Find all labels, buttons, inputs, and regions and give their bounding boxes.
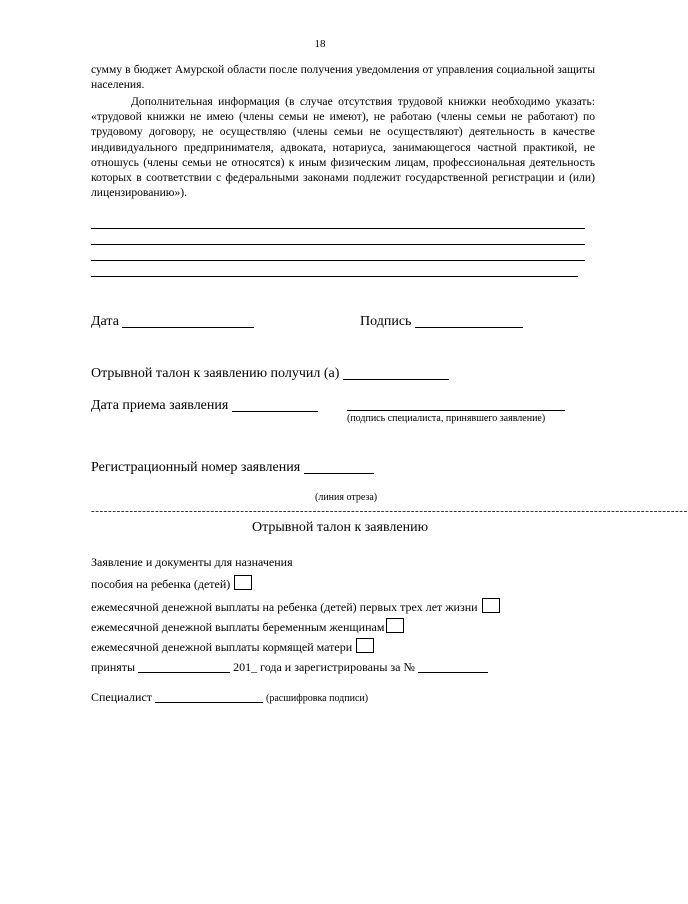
receipt-date-field[interactable] (232, 397, 318, 412)
paragraph-additional-info: Дополнительная информация (в случае отсутствия трудовой книжки необходимо указать: «трудовой книжки не имею (члены семьи не имеют), не работаю (члены семьи не работают) по трудовому договору, не осуществляю (члены семьи не осуществляют) деятельность в качестве индивидуального предпринимателя, адвоката, нотариуса, занимающегося частной практикой, не отношусь (члены семьи не относятся) к иным физическим лицам, профессиональная деятельность которых в соответствии с федеральными законами подлежит государственной регистрации и (или) лицензированию»). (91, 95, 595, 200)
accepted-prefix: приняты (91, 660, 136, 674)
receipt-date-row (91, 397, 318, 414)
date-row (91, 313, 254, 330)
stub-received-field[interactable] (343, 365, 449, 380)
checkbox-pregnant[interactable] (386, 618, 404, 633)
additional-info-line-3[interactable] (91, 260, 585, 261)
stub-item-label: ежемесячной денежной выплаты кормящей матери (91, 640, 353, 654)
cut-line: -------------------------------------------------------------------------------------------------------------------------------------------- (91, 505, 688, 517)
stub-title: Отрывной талон к заявлению (251, 520, 429, 535)
page-number: 18 (314, 38, 326, 50)
checkbox-monthly-child[interactable] (482, 598, 500, 613)
accepted-year-label: 201_ года и зарегистрированы за № (233, 660, 415, 674)
stub-item-monthly-child (91, 598, 500, 615)
signature-label: Подпись (360, 314, 412, 329)
signature-row (360, 313, 523, 330)
reg-number-label: Регистрационный номер заявления (91, 460, 301, 475)
stub-item-child-allowance (91, 575, 252, 592)
receipt-date-label: Дата приема заявления (91, 398, 229, 413)
reg-number-row (91, 459, 374, 476)
stub-intro: Заявление и документы для назначения (91, 555, 293, 569)
stub-item-nursing-mother (91, 638, 374, 655)
date-label: Дата (91, 314, 119, 329)
checkbox-nursing-mother[interactable] (356, 638, 374, 653)
additional-info-line-1[interactable] (91, 228, 585, 229)
specialist-caption: (расшифровка подписи) (266, 693, 369, 704)
checkbox-child-allowance[interactable] (234, 575, 252, 590)
specialist-signature-field[interactable] (347, 410, 565, 411)
additional-info-line-4[interactable] (91, 276, 578, 277)
specialist-field[interactable] (155, 690, 263, 703)
specialist-row (91, 690, 368, 705)
stub-item-pregnant (91, 618, 404, 635)
stub-item-label: ежемесячной денежной выплаты беременным женщинам (91, 620, 385, 634)
accepted-number-field[interactable] (418, 660, 488, 673)
stub-item-label: пособия на ребенка (детей) (91, 577, 231, 591)
cut-line-caption: (линия отреза) (315, 492, 378, 503)
accepted-row (91, 660, 488, 675)
stub-received-row (91, 365, 449, 382)
specialist-signature-caption: (подпись специалиста, принявшего заявление) (347, 413, 546, 424)
specialist-label: Специалист (91, 690, 153, 704)
paragraph-budget: сумму в бюджет Амурской области после получения уведомления от управления социальной защиты населения. (91, 63, 595, 92)
accepted-date-field[interactable] (138, 660, 230, 673)
date-field[interactable] (122, 313, 254, 328)
stub-item-label: ежемесячной денежной выплаты на ребенка (детей) первых трех лет жизни (91, 600, 478, 614)
additional-info-line-2[interactable] (91, 244, 585, 245)
signature-field[interactable] (415, 313, 523, 328)
stub-received-label: Отрывной талон к заявлению получил (а) (91, 366, 340, 381)
reg-number-field[interactable] (304, 459, 374, 474)
